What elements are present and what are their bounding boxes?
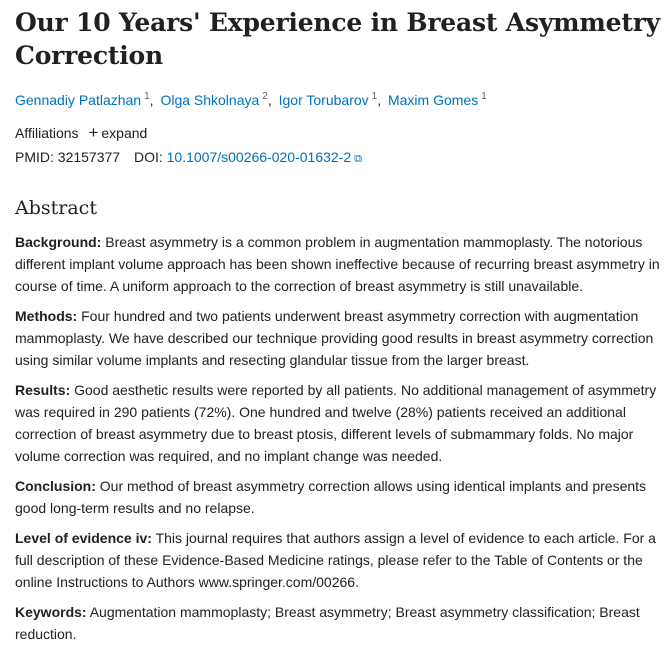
affiliations-row — [15, 121, 663, 145]
abstract-background — [15, 231, 663, 297]
external-link-icon: ⧉ — [354, 153, 362, 165]
abstract-heading: Abstract — [15, 197, 97, 219]
doi-value: 10.1007/s00266-020-01632-2 — [166, 149, 352, 165]
section-label: Conclusion: — [15, 478, 96, 494]
affiliation-number[interactable]: 2 — [262, 91, 268, 102]
section-text: Good aesthetic results were reported by all patients. No additional management of asymmetry was required in 290 patients (72%). One hundred and twelve (28%) patients received an additional correction of breast asymmetry due to breast ptosis, different levels of submammary folds. No major volume correction was required, and no implant change was needed. — [15, 382, 657, 464]
section-text: Four hundred and two patients underwent breast asymmetry correction with augmentation mammoplasty. We have described our technique providing good results in breast asymmetry correction using similar volume implants and resecting glandular tissue from the larger breast. — [15, 308, 654, 368]
author-link[interactable]: Olga Shkolnaya — [160, 92, 260, 108]
plus-icon: + — [88, 123, 99, 142]
pmid-value: 32157377 — [57, 149, 121, 165]
abstract-methods — [15, 305, 663, 371]
affiliation-number[interactable]: 1 — [371, 91, 378, 102]
section-text: Augmentation mammoplasty; Breast asymmetry; Breast asymmetry classification; Breast reduction. — [15, 604, 640, 642]
affiliation-number[interactable]: 1 — [144, 91, 150, 102]
affiliation-number[interactable]: 1 — [481, 91, 487, 102]
article-meta — [15, 121, 663, 171]
affiliations-label: Affiliations — [15, 125, 79, 141]
section-text: Breast asymmetry is a common problem in augmentation mammoplasty. The notorious different implant volume approach has been shown ineffective because of recurring breast asymmetry in course of time. A uniform approach to the correction of breast asymmetry is still unavailable. — [15, 234, 660, 294]
section-text: Our method of breast asymmetry correction allows using identical implants and presents good long-term results and no relapse. — [15, 478, 647, 516]
author-list: Gennadiy Patlazhan $^1$, Olga Shkolnaya $^2$, Igor Torubarov $^1$, Maxim Gomes $^1$ — [15, 91, 487, 108]
abstract-conclusion — [15, 475, 663, 519]
doi-label: DOI: — [133, 149, 163, 165]
abstract-keywords — [15, 601, 663, 645]
expand-label: expand — [101, 125, 148, 141]
section-text: This journal requires that authors assign a level of evidence to each article. For a full description of these Evidence-Based Medicine ratings, please refer to the Table of Contents or the online Instructions to Authors www.springer.com/00266. — [15, 530, 656, 590]
author-link[interactable]: Maxim Gomes — [387, 92, 479, 108]
identifiers-row — [15, 145, 663, 171]
section-label: Keywords: — [15, 604, 87, 620]
section-label: Results: — [15, 382, 71, 398]
abstract-body — [15, 231, 663, 645]
author-link[interactable]: Igor Torubarov — [278, 92, 369, 108]
section-label: Background: — [15, 234, 102, 250]
abstract-results — [15, 379, 663, 467]
author-link[interactable]: Gennadiy Patlazhan — [15, 92, 142, 108]
pmid-label: PMID: — [15, 149, 54, 165]
section-label: Methods: — [15, 308, 78, 324]
section-label: Level of evidence iv: — [15, 530, 152, 546]
expand-affiliations-button[interactable] — [88, 125, 147, 141]
abstract-level-of-evidence — [15, 527, 663, 593]
doi-link[interactable] — [167, 149, 362, 165]
article-title: Our 10 Years' Experience in Breast Asymmetry Correction — [15, 8, 660, 70]
